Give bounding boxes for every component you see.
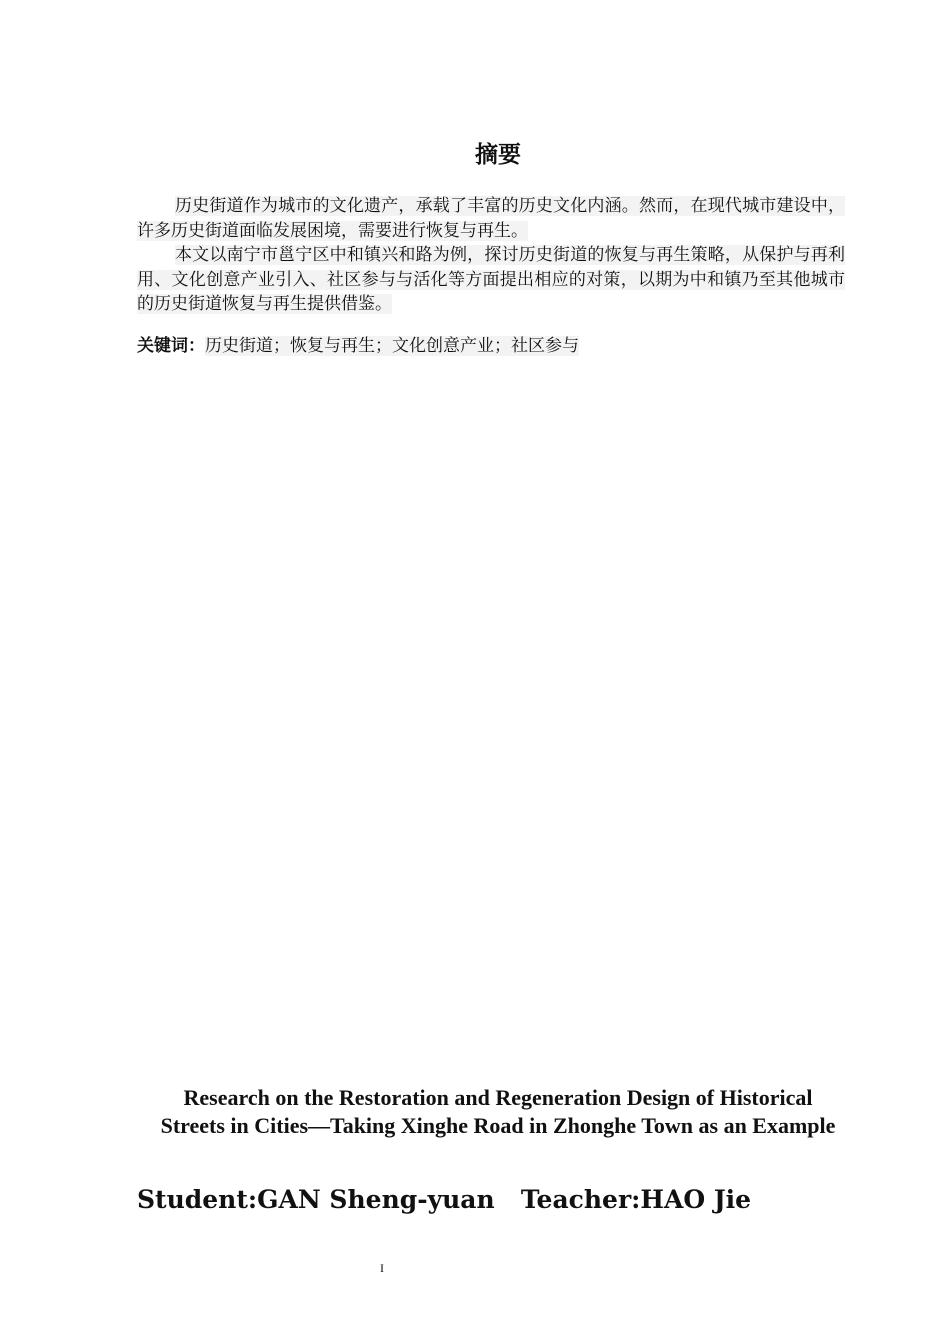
english-title: Research on the Restoration and Regeneration Design of Historical Streets in Cities—Taking Xinghe Road in Zhonghe Town as an Example — [160, 1085, 836, 1138]
teacher-label: Teacher: — [520, 1185, 641, 1214]
student-name: GAN Sheng-yuan — [257, 1185, 495, 1214]
student-label: Student: — [137, 1185, 258, 1214]
page-number: I — [380, 1261, 384, 1275]
abstract-title: 摘要 — [475, 142, 521, 168]
abstract-paragraph-2: 本文以南宁市邕宁区中和镇兴和路为例，探讨历史街道的恢复与再生策略，从保护与再利用、文化创意产业引入、社区参与与活化等方面提出相应的对策，以期为中和镇乃至其他城市的历史街道恢复与再生提供借鉴。 — [137, 245, 845, 314]
keywords-label: 关键词： — [137, 336, 205, 356]
abstract-paragraph-1: 历史街道作为城市的文化遗产，承载了丰富的历史文化内涵。然而，在现代城市建设中，许多历史街道面临发展困境，需要进行恢复与再生。 — [137, 196, 845, 241]
abstract-body — [137, 194, 845, 317]
keywords-line — [137, 334, 579, 358]
teacher-name: HAO Jie — [640, 1185, 752, 1214]
keywords-values: 历史街道；恢复与再生；文化创意产业；社区参与 — [205, 336, 579, 356]
credits-line — [137, 1185, 751, 1214]
